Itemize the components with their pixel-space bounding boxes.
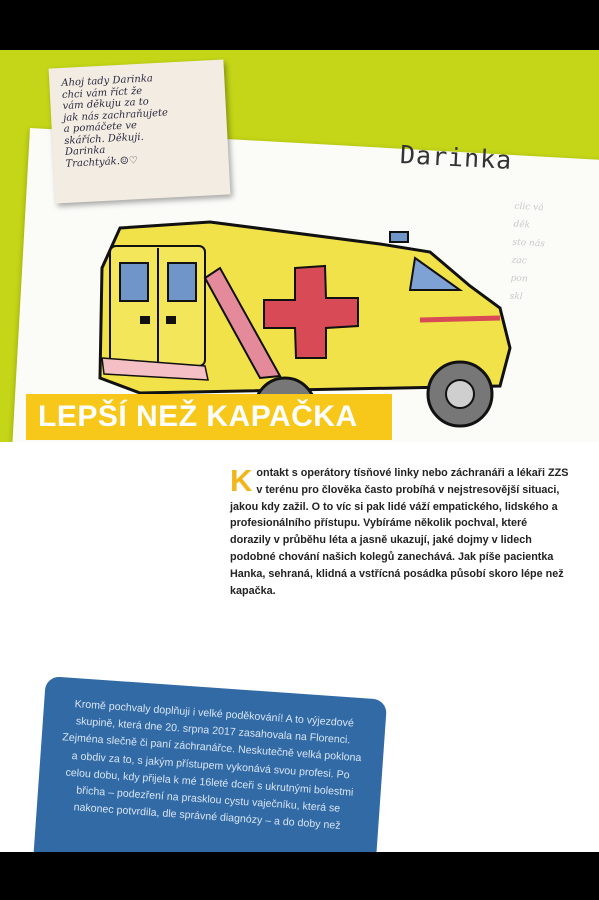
- testimonial-text: Kromě pochvaly doplňuji i velké poděkování! A to výjezdové skupině, která dne 20. srpna 2017 zasahovala na Florenci. Zejména slečně či paní záchranářce. Neskutečně velká poklona a obdiv za to, s jakým přístupem vykonává svou profesi. Po celou dobu, kdy přijela k mé 16leté dceři s ukrutnými bolestmi břicha – podezření na prasklou cystu vaječníku, která se nakonec potvrdila, dle správné diagnózy – a do doby než: [61, 698, 362, 833]
- article-body: ontakt s operátory tísňové linky nebo záchranáři a lékaři ZZS v terénu pro člověka často probíhá v nejstresovější situaci, jakou kdy zažil. O to víc si pak lidé váží empatického, lidského a profesionálního přístupu. Vybíráme několik pochval, které dorazily v průběhu léta a jasně ukazují, jaké dojmy v lidech podobné chování našich kolegů zanechává. Jak píše pacientka Hanka, sehraná, klidná a vstřícná posádka působí skoro lépe než kapačka.: [230, 467, 569, 597]
- article-intro: [230, 465, 570, 599]
- magazine-page: [0, 50, 599, 852]
- article-headline: LEPŠÍ NEŽ KAPAČKA: [38, 400, 358, 433]
- drawing-name: Darinka: [399, 140, 514, 175]
- drawing-faint-writing: clic vá děk sto nás zac pon skl: [509, 201, 546, 303]
- note-text: Ahoj tady Darinka chci vám říct že vám děkuju za to jak nás zachraňujete a pomáčete ve skářích. Děkuji. Darinka Trachtyák.☺♡: [61, 73, 169, 170]
- drop-cap: K: [230, 463, 253, 498]
- testimonial-card: [29, 676, 387, 852]
- hero-photo: [0, 50, 599, 442]
- handwritten-note: [49, 60, 231, 204]
